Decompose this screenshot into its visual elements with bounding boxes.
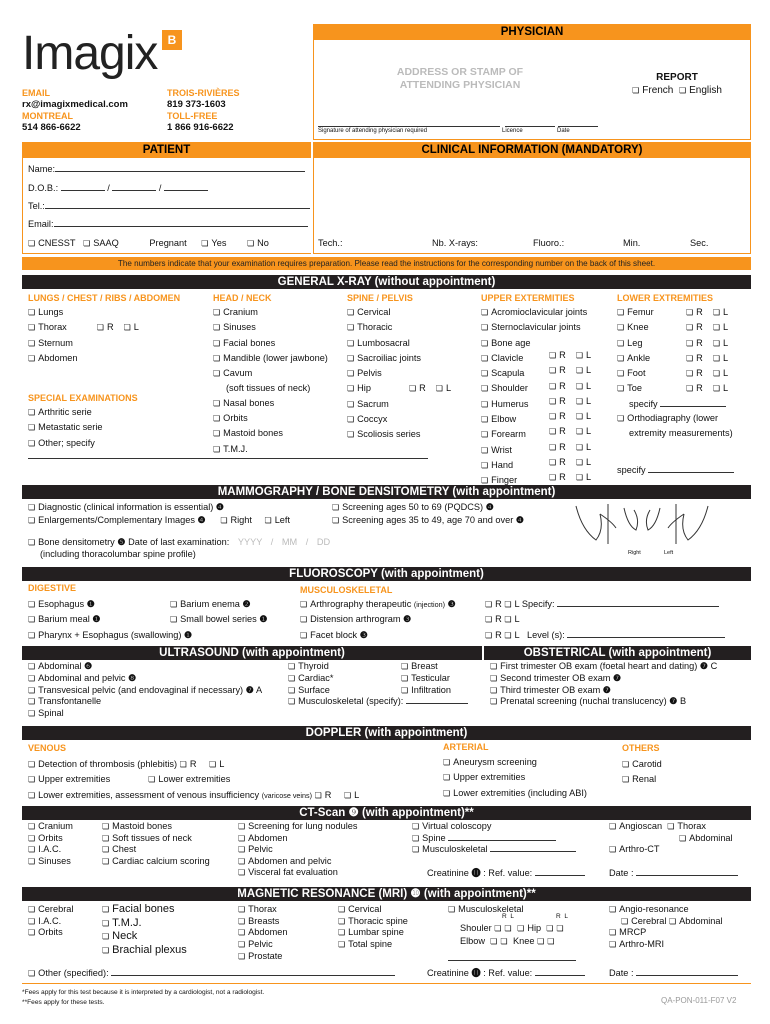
us-transvesical-checkbox[interactable]: ❏ Transvesical pelvic (and endovaginal if necessary) — [28, 685, 243, 695]
shoulder-checkbox[interactable]: ❏ Shoulder — [481, 381, 587, 396]
facial-bones-checkbox[interactable]: ❏ Facial bones — [213, 336, 328, 351]
scapula-r[interactable]: ❏ R — [549, 365, 566, 375]
foot-r[interactable]: ❏ R — [686, 368, 703, 378]
general-xray-header: GENERAL X-RAY (without appointment) — [22, 275, 751, 289]
lower-specify-2[interactable]: specify — [617, 463, 734, 477]
ct-angio-abdominal-checkbox[interactable]: ❏ Abdominal — [679, 833, 733, 843]
name-field[interactable]: Name: — [28, 162, 305, 176]
ob-second-checkbox[interactable]: ❏ Second trimester OB exam — [490, 673, 610, 683]
tech-label: Tech.: — [318, 238, 343, 248]
humerus-l[interactable]: ❏ L — [576, 396, 591, 406]
mammo-diag: ❏ Diagnostic (clinical information is essential) ❹ — [28, 500, 224, 515]
lower-rl-columns — [686, 305, 728, 397]
carotid-checkbox[interactable]: ❏ Carotid — [622, 757, 662, 772]
aneurysm-checkbox[interactable]: ❏ Aneurysm screening — [443, 755, 587, 770]
tel-field[interactable]: Tel.: — [28, 199, 310, 213]
pelvis-checkbox[interactable]: ❏ Pelvis — [347, 366, 451, 381]
fluoro-header: FLUOROSCOPY (with appointment) — [22, 567, 751, 581]
form-code: QA-PON-011-F07 V2 — [661, 996, 737, 1005]
cavum-checkbox[interactable]: ❏ Cavum — [213, 366, 328, 381]
mri-breasts-checkbox[interactable]: ❏ Breasts — [238, 916, 288, 928]
sternum-checkbox[interactable]: ❏ Sternum — [28, 336, 139, 351]
shoulder-r[interactable]: ❏ R — [549, 381, 566, 391]
pregnant-label: Pregnant — [149, 238, 187, 248]
lower-extremities-header: LOWER EXTREMITIES — [617, 293, 714, 303]
breast-diagram[interactable] — [572, 500, 712, 552]
cranium-checkbox[interactable]: ❏ Cranium — [213, 305, 328, 320]
arterial-list — [443, 755, 587, 801]
date-line[interactable] — [558, 126, 598, 127]
wrist-checkbox[interactable]: ❏ Wrist — [481, 443, 587, 458]
scapula-l[interactable]: ❏ L — [576, 365, 591, 375]
mri-angio-cerebral-checkbox[interactable]: ❏ Cerebral — [621, 916, 666, 926]
mri-tmj-checkbox[interactable]: ❏ T.M.J. — [102, 917, 187, 931]
mammo-header: MAMMOGRAPHY / BONE DENSITOMETRY (with appointment) — [22, 485, 751, 499]
stamp-placeholder: ADDRESS OR STAMP OF ATTENDING PHYSICIAN — [396, 66, 524, 91]
forearm-r[interactable]: ❏ R — [549, 426, 566, 436]
forearm-l[interactable]: ❏ L — [576, 426, 591, 436]
mri-arthro-checkbox[interactable]: ❏ Arthro-MRI — [609, 939, 723, 951]
ct-col5 — [609, 821, 733, 856]
bone-age-checkbox[interactable]: ❏ Bone age — [481, 336, 587, 351]
signature-label: Signature of attending physician required — [318, 128, 428, 134]
mm-field[interactable]: MM — [281, 537, 298, 547]
thorax-checkbox[interactable]: ❏ Thorax — [28, 322, 67, 332]
insufficiency-r[interactable]: ❏ R — [315, 790, 332, 800]
bone-densitometry-checkbox[interactable]: ❏ Bone densitometry — [28, 537, 115, 547]
ob-first-checkbox[interactable]: ❏ First trimester OB exam (foetal heart and dating) — [490, 661, 697, 671]
small-bowel-checkbox[interactable]: ❏ Small bowel series — [170, 614, 257, 624]
ct-mastoid-checkbox[interactable]: ❏ Mastoid bones — [102, 821, 210, 833]
arterial-upper-checkbox[interactable]: ❏ Upper extremities — [443, 770, 587, 785]
toe-l[interactable]: ❏ L — [713, 383, 728, 393]
ankle-r[interactable]: ❏ R — [686, 353, 703, 363]
ankle-checkbox[interactable]: ❏ Ankle — [617, 351, 733, 366]
patient-header: PATIENT — [22, 142, 311, 158]
us-cardiac-checkbox[interactable]: ❏ Cardiac* — [288, 673, 468, 685]
ct-angioscan-checkbox[interactable]: ❏ Angioscan — [609, 821, 662, 831]
logo-text: Imagix — [22, 27, 158, 80]
cavum-note: (soft tissues of neck) — [226, 383, 311, 394]
venous-list: ❏ Detection of thrombosis (phlebitis) ❏ R ❏ L ❏ Upper extremities❏ Lower extremities ❏ Lower extremities, assessment of venous insufficiency (varicose veins) ❏ R ❏ L — [28, 757, 359, 803]
mri-thorax-checkbox[interactable]: ❏ Thorax — [238, 904, 288, 916]
us-infiltration-checkbox[interactable]: ❏ Infiltration — [401, 685, 451, 697]
mammo-screen2: ❏ Screening ages 35 to 49, age 70 and over ❹ — [332, 513, 524, 528]
ct-creatinine[interactable]: Creatinine ⓫ : Ref. value: — [427, 866, 585, 880]
mri-cerebral-checkbox[interactable]: ❏ Cerebral — [28, 904, 73, 916]
orbits-checkbox[interactable]: ❏ Orbits — [213, 411, 328, 426]
brand-logo — [22, 26, 177, 81]
venous-lower-checkbox[interactable]: ❏ Lower extremities — [148, 774, 230, 784]
ct-angio-thorax-checkbox[interactable]: ❏ Thorax — [667, 821, 706, 831]
arthro-l[interactable]: ❏ L — [504, 599, 519, 609]
mammo-enlarge: ❏ Enlargements/Complementary Images ❹ ❏ Right ❏ Left — [28, 513, 290, 528]
finger-l[interactable]: ❏ L — [576, 472, 591, 482]
barium-meal-checkbox[interactable]: ❏ Barium meal — [28, 614, 90, 624]
footnote-2: **Fees apply for these tests. — [22, 999, 105, 1006]
humerus-checkbox[interactable]: ❏ Humerus — [481, 397, 587, 412]
elbow-l[interactable]: ❏ L — [576, 411, 591, 421]
us-abd-pelvic-checkbox[interactable]: ❏ Abdominal and pelvic — [28, 673, 126, 683]
lungs-list — [28, 305, 139, 366]
mri-neck-checkbox[interactable]: ❏ Neck — [102, 930, 187, 944]
arthrography-checkbox[interactable]: ❏ Arthrography therapeutic — [300, 599, 411, 609]
metastatic-serie-checkbox[interactable]: ❏ Metastatic serie — [28, 420, 103, 435]
ankle-l[interactable]: ❏ L — [713, 353, 728, 363]
elbow-checkbox[interactable]: ❏ Elbow — [481, 412, 587, 427]
mri-pelvic-checkbox[interactable]: ❏ Pelvic — [238, 939, 288, 951]
facet-block-checkbox[interactable]: ❏ Facet block — [300, 630, 357, 640]
mri-rl-top: R L — [502, 913, 514, 920]
ct-chest-checkbox[interactable]: ❏ Chest — [102, 844, 210, 856]
email-field[interactable]: Email: — [28, 217, 308, 231]
facet-r[interactable]: ❏ R — [485, 630, 502, 640]
ct-col4 — [412, 821, 576, 856]
mri-date[interactable]: Date : — [609, 966, 738, 980]
sacrum-checkbox[interactable]: ❏ Sacrum — [347, 397, 451, 412]
ct-msk-checkbox[interactable]: ❏ Musculoskeletal — [412, 844, 488, 854]
ct-visceral-fat-checkbox[interactable]: ❏ Visceral fat evaluation — [238, 867, 357, 879]
footnote-1: *Fees apply for this test because it is interpreted by a cardiologist, not a radiologist. — [22, 989, 265, 996]
mri-prostate-checkbox[interactable]: ❏ Prostate — [238, 951, 288, 963]
diagnostic-checkbox[interactable]: ❏ Diagnostic (clinical information is essential) — [28, 502, 213, 512]
hip-checkbox[interactable]: ❏ Hip — [347, 383, 371, 393]
renal-checkbox[interactable]: ❏ Renal — [622, 772, 662, 787]
screening-50-69-checkbox[interactable]: ❏ Screening ages 50 to 69 (PQDCS) — [332, 502, 483, 512]
scapula-checkbox[interactable]: ❏ Scapula — [481, 366, 587, 381]
fluoro-label: Fluoro.: — [533, 238, 565, 248]
digestive-header: DIGESTIVE — [28, 583, 77, 593]
leg-l[interactable]: ❏ L — [713, 338, 728, 348]
wrist-l[interactable]: ❏ L — [576, 442, 591, 452]
mri-shoulder-l[interactable] — [504, 923, 514, 933]
fluoro-rl-columns: ❏ R ❏ L Specify: ❏ R ❏ L ❏ R ❏ L Level (s): — [485, 597, 725, 643]
saaq-checkbox[interactable]: ❏ SAAQ — [83, 238, 119, 248]
logo-badge: B — [162, 30, 182, 50]
other-specify-line[interactable] — [28, 458, 428, 459]
ob-third-checkbox[interactable]: ❏ Third trimester OB exam — [490, 685, 600, 695]
spine-pelvis-list — [347, 305, 451, 443]
toe-r[interactable]: ❏ R — [686, 383, 703, 393]
leg-r[interactable]: ❏ R — [686, 338, 703, 348]
nb-xrays-label: Nb. X-rays: — [432, 238, 478, 248]
licence-label: Licence — [502, 128, 523, 134]
acromioclavicular-checkbox[interactable]: ❏ Acromioclavicular joints — [481, 305, 587, 320]
femur-r[interactable]: ❏ R — [686, 307, 703, 317]
head-neck-header: HEAD / NECK — [213, 293, 272, 303]
mri-creatinine[interactable]: Creatinine ⓫ : Ref. value: — [427, 966, 585, 980]
mri-iac-checkbox[interactable]: ❏ I.A.C. — [28, 916, 73, 928]
distension-r[interactable]: ❏ R — [485, 614, 502, 624]
ct-pelvic-checkbox[interactable]: ❏ Pelvic — [238, 844, 357, 856]
report-english-checkbox[interactable]: ❏ English — [679, 85, 722, 96]
humerus-r[interactable]: ❏ R — [549, 396, 566, 406]
ct-col1 — [28, 821, 73, 867]
mammo-right-checkbox[interactable]: ❏ Right — [220, 515, 252, 525]
mri-elbow-r[interactable] — [490, 936, 500, 946]
spine-pelvis-header: SPINE / PELVIS — [347, 293, 413, 303]
dvt-r[interactable]: ❏ R — [180, 759, 197, 769]
mri-col1 — [28, 904, 73, 939]
preparation-notice: The numbers indicate that your examination requires preparation. Please read the instructions for the corresponding number on the back of this sheet. — [22, 257, 751, 270]
toe-checkbox[interactable]: ❏ Toe — [617, 381, 733, 396]
arthritic-serie-checkbox[interactable]: ❏ Arthritic serie — [28, 405, 103, 420]
thoracic-checkbox[interactable]: ❏ Thoracic — [347, 320, 451, 335]
mri-abdomen-checkbox[interactable]: ❏ Abdomen — [238, 927, 288, 939]
ultrasound-col1: ❏ Abdominal ❻ ❏ Abdominal and pelvic ❽ ❏ Transvesical pelvic (and endovaginal if necessary) ❼ A ❏ Transfontanelle ❏ Spinal — [28, 661, 262, 720]
ct-col3 — [238, 821, 357, 879]
thorax-l-checkbox[interactable]: ❏ L — [124, 322, 139, 332]
sacroiliac-checkbox[interactable]: ❏ Sacroiliac joints — [347, 351, 451, 366]
licence-line[interactable] — [505, 126, 555, 127]
diagram-right-label: Right — [628, 550, 641, 556]
patient-flags — [28, 236, 269, 251]
mri-knee-l[interactable] — [547, 936, 557, 946]
insufficiency-l[interactable]: ❏ L — [344, 790, 359, 800]
ct-sinuses-checkbox[interactable]: ❏ Sinuses — [28, 856, 73, 868]
venous-insufficiency-checkbox[interactable]: ❏ Lower extremities, assessment of venous insufficiency — [28, 790, 259, 800]
knee-r[interactable]: ❏ R — [686, 322, 703, 332]
mri-angio-checkbox[interactable]: ❏ Angio-resonance — [609, 904, 723, 916]
us-msk-checkbox[interactable]: ❏ Musculoskeletal (specify): — [288, 696, 403, 706]
knee-l[interactable]: ❏ L — [713, 322, 728, 332]
mri-knee-r[interactable] — [537, 936, 547, 946]
mammo-left-checkbox[interactable]: ❏ Left — [265, 515, 291, 525]
mri-hip-l[interactable] — [556, 923, 566, 933]
screening-35-49-checkbox[interactable]: ❏ Screening ages 35 to 49, age 70 and over — [332, 515, 513, 525]
mri-col2 — [102, 903, 187, 957]
special-exams-list — [28, 405, 103, 451]
msk-list: ❏ Arthrography therapeutic (injection) ❸ ❏ Distension arthrogram ❸ ❏ Facet block ❸ — [300, 597, 456, 643]
leg-checkbox[interactable]: ❏ Leg — [617, 336, 733, 351]
lower-specify-label: specify — [629, 398, 658, 409]
report-language — [612, 71, 742, 97]
ct-virtual-coloscopy-checkbox[interactable]: ❏ Virtual coloscopy — [412, 821, 576, 833]
arterial-header: ARTERIAL — [443, 742, 489, 752]
ob-prenatal-checkbox[interactable]: ❏ Prenatal screening (nuchal translucency) — [490, 696, 667, 706]
pregnant-no-checkbox[interactable]: ❏ No — [247, 238, 269, 248]
contact-email: EMAIL rx@imagixmedical.com — [22, 88, 128, 110]
thorax-r-checkbox[interactable]: ❏ R — [97, 322, 114, 332]
sinuses-checkbox[interactable]: ❏ Sinuses — [213, 320, 328, 335]
arthro-r[interactable]: ❏ R — [485, 599, 502, 609]
us-breast-checkbox[interactable]: ❏ Breast — [401, 661, 451, 673]
mri-total-spine-checkbox[interactable]: ❏ Total spine — [338, 939, 408, 951]
mri-other-checkbox[interactable]: ❏ Other (specified): — [28, 968, 109, 978]
sternoclavicular-checkbox[interactable]: ❏ Sternoclavicular joints — [481, 320, 587, 335]
last-exam-label: Date of last examination: — [128, 537, 230, 547]
us-abdominal-checkbox[interactable]: ❏ Abdominal — [28, 661, 82, 671]
venous-upper-checkbox[interactable]: ❏ Upper extremities — [28, 774, 110, 784]
femur-checkbox[interactable]: ❏ Femur — [617, 305, 733, 320]
contact-toll-free: TOLL-FREE 1 866 916-6622 — [167, 111, 234, 133]
ultrasound-col3 — [401, 661, 451, 696]
lumbosacral-checkbox[interactable]: ❏ Lumbosacral — [347, 336, 451, 351]
obstetrical-header: OBSTETRICAL (with appointment) — [484, 646, 751, 660]
foot-l[interactable]: ❏ L — [713, 368, 728, 378]
lungs-header: LUNGS / CHEST / RIBS / ABDOMEN — [28, 293, 181, 303]
min-label: Min. — [623, 238, 641, 248]
mri-col4 — [338, 904, 408, 951]
pregnant-yes-checkbox[interactable]: ❏ Yes — [201, 238, 226, 248]
dob-field[interactable]: D.O.B.: / / — [28, 181, 208, 195]
hand-r[interactable]: ❏ R — [549, 457, 566, 467]
other-specify-checkbox[interactable]: ❏ Other; specify — [28, 436, 103, 451]
yyyy-field[interactable]: YYYY — [237, 537, 263, 547]
ct-arthro-checkbox[interactable]: ❏ Arthro-CT — [609, 844, 733, 856]
pharynx-esophagus-checkbox[interactable]: ❏ Pharynx + Esophagus (swallowing) — [28, 630, 181, 640]
mri-header: MAGNETIC RESONANCE (MRI) ❿ (with appointment)** — [22, 887, 751, 901]
facet-l[interactable]: ❏ L — [504, 630, 519, 640]
head-neck-list — [213, 305, 328, 457]
femur-l[interactable]: ❏ L — [713, 307, 728, 317]
bone-densitometry-row: ❏ Bone densitometry ❺ Date of last examination: YYYY / MM / DD — [28, 535, 330, 550]
us-surface-checkbox[interactable]: ❏ Surface — [288, 685, 468, 697]
ct-date[interactable]: Date : — [609, 866, 738, 880]
enlargements-checkbox[interactable]: ❏ Enlargements/Complementary Images — [28, 515, 195, 525]
wrist-r[interactable]: ❏ R — [549, 442, 566, 452]
venous-header: VENOUS — [28, 743, 67, 753]
mri-shoulder-r[interactable] — [494, 923, 504, 933]
hip-l-checkbox[interactable]: ❏ L — [436, 383, 451, 393]
upper-extremities-header: UPPER EXTERMITIES — [481, 293, 575, 303]
ct-cranium-checkbox[interactable]: ❏ Cranium — [28, 821, 73, 833]
mri-angio-abdominal-checkbox[interactable]: ❏ Abdominal — [669, 916, 723, 926]
distension-l[interactable]: ❏ L — [504, 614, 519, 624]
mri-hip-checkbox[interactable]: ❏ Hip — [517, 923, 541, 933]
center-outlines — [624, 508, 660, 530]
barium-enema-checkbox[interactable]: ❏ Barium enema — [170, 599, 240, 609]
mri-brachial-checkbox[interactable]: ❏ Brachial plexus — [102, 944, 187, 958]
physician-header: PHYSICIAN — [313, 24, 751, 40]
others-list — [622, 757, 662, 788]
hand-l[interactable]: ❏ L — [576, 457, 591, 467]
upper-rl-columns — [549, 348, 591, 486]
dd-field[interactable]: DD — [316, 537, 331, 547]
report-label: REPORT — [656, 72, 698, 83]
mri-msk-checkbox[interactable]: ❏ Musculoskeletal — [448, 904, 524, 916]
left-breast-outline — [668, 504, 708, 544]
cervical-checkbox[interactable]: ❏ Cervical — [347, 305, 451, 320]
cnesst-checkbox[interactable]: ❏ CNESST — [28, 238, 75, 248]
clavicle-l[interactable]: ❏ L — [576, 350, 591, 360]
mammo-screen1: ❏ Screening ages 50 to 69 (PQDCS) ❹ — [332, 500, 494, 515]
mri-lumbar-checkbox[interactable]: ❏ Lumbar spine — [338, 927, 408, 939]
mri-thoracic-checkbox[interactable]: ❏ Thoracic spine — [338, 916, 408, 928]
ct-abd-pelvic-checkbox[interactable]: ❏ Abdomen and pelvic — [238, 856, 357, 868]
obstetrical-list: ❏ First trimester OB exam (foetal heart and dating) ❼ C ❏ Second trimester OB exam ❼ ❏ Third trimester OB exam ❼ ❏ Prenatal screening (nuchal translucency) ❼ B — [490, 661, 717, 708]
digestive-list-b: ❏ Barium enema ❷ ❏ Small bowel series ❶ — [170, 597, 268, 628]
digestive-list: ❏ Esophagus ❶ ❏ Barium meal ❶ ❏ Pharynx + Esophagus (swallowing) ❶ — [28, 597, 192, 643]
shoulder-l[interactable]: ❏ L — [576, 381, 591, 391]
finger-checkbox[interactable]: ❏ Finger — [481, 473, 587, 488]
ct-orbits-checkbox[interactable]: ❏ Orbits — [28, 833, 73, 845]
us-thyroid-checkbox[interactable]: ❏ Thyroid — [288, 661, 468, 673]
ct-col2 — [102, 821, 210, 867]
ct-abdomen-checkbox[interactable]: ❏ Abdomen — [238, 833, 357, 845]
mri-cervical-checkbox[interactable]: ❏ Cervical — [338, 904, 408, 916]
mri-mrcp-checkbox[interactable]: ❏ MRCP — [609, 927, 723, 939]
nasal-bones-checkbox[interactable]: ❏ Nasal bones — [213, 396, 328, 411]
forearm-checkbox[interactable]: ❏ Forearm — [481, 427, 587, 442]
sec-label: Sec. — [690, 238, 709, 248]
hand-checkbox[interactable]: ❏ Hand — [481, 458, 587, 473]
clavicle-checkbox[interactable]: ❏ Clavicle — [481, 351, 587, 366]
clinical-box[interactable] — [313, 158, 751, 254]
report-french-checkbox[interactable]: ❏ French — [632, 85, 673, 96]
dvt-checkbox[interactable]: ❏ Detection of thrombosis (phlebitis) — [28, 759, 177, 769]
right-breast-outline — [576, 504, 616, 544]
distension-checkbox[interactable]: ❏ Distension arthrogram — [300, 614, 401, 624]
spine-profile-note: (including thoracolumbar spine profile) — [40, 549, 196, 559]
mastoid-bones-checkbox[interactable]: ❏ Mastoid bones — [213, 426, 328, 441]
mri-facial-bones-checkbox[interactable]: ❏ Facial bones — [102, 903, 187, 917]
mri-elbow-l[interactable] — [500, 936, 510, 946]
ct-iac-checkbox[interactable]: ❏ I.A.C. — [28, 844, 73, 856]
mri-joints: Shouler ❏ ❏ ❏ Hip ❏ ❏ Elbow ❏ ❏ Knee ❏ ❏ — [460, 922, 567, 948]
ct-soft-tissues-checkbox[interactable]: ❏ Soft tissues of neck — [102, 833, 210, 845]
orthodiagraphy-checkbox[interactable]: ❏ Orthodiagraphy (lower — [617, 411, 733, 426]
hip-r-checkbox[interactable]: ❏ R — [409, 383, 426, 393]
esophagus-checkbox[interactable]: ❏ Esophagus — [28, 599, 84, 609]
dvt-l[interactable]: ❏ L — [209, 759, 224, 769]
footer-rule — [22, 983, 751, 984]
finger-r[interactable]: ❏ R — [549, 472, 566, 482]
msk-header: MUSCULOSKELETAL — [300, 585, 393, 595]
others-header: OTHERS — [622, 743, 660, 753]
elbow-r[interactable]: ❏ R — [549, 411, 566, 421]
knee-checkbox[interactable]: ❏ Knee — [617, 320, 733, 335]
mri-orbits-checkbox[interactable]: ❏ Orbits — [28, 927, 73, 939]
us-spinal-checkbox[interactable]: ❏ Spinal — [28, 708, 262, 720]
orthodiagraphy-note: extremity measurements) — [629, 428, 733, 439]
us-transfontanelle-checkbox[interactable]: ❏ Transfontanelle — [28, 696, 262, 708]
us-testicular-checkbox[interactable]: ❏ Testicular — [401, 673, 451, 685]
arterial-lower-checkbox[interactable]: ❏ Lower extremities (including ABI) — [443, 786, 587, 801]
mri-rl-top-right: R L — [556, 913, 568, 920]
date-label: Date — [557, 128, 570, 134]
mri-hip-r[interactable] — [546, 923, 556, 933]
coccyx-checkbox[interactable]: ❏ Coccyx — [347, 412, 451, 427]
tmj-checkbox[interactable]: ❏ T.M.J. — [213, 442, 328, 457]
mri-col6 — [609, 904, 723, 951]
mri-col3 — [238, 904, 288, 963]
lungs-checkbox[interactable]: ❏ Lungs — [28, 305, 139, 320]
diagram-left-label: Left — [664, 550, 674, 556]
signature-line[interactable] — [318, 126, 500, 127]
mri-other[interactable] — [28, 966, 395, 981]
scoliosis-checkbox[interactable]: ❏ Scoliosis series — [347, 427, 451, 442]
clavicle-r[interactable]: ❏ R — [549, 350, 566, 360]
doppler-header: DOPPLER (with appointment) — [22, 726, 751, 740]
special-exams-header: SPECIAL EXAMINATIONS — [28, 393, 138, 403]
abdomen-checkbox[interactable]: ❏ Abdomen — [28, 351, 139, 366]
ultrasound-header: ULTRASOUND (with appointment) — [22, 646, 482, 660]
contact-trois-rivieres: TROIS-RIVIÈRES 819 373-1603 — [167, 88, 240, 110]
contact-montreal: MONTREAL 514 866-6622 — [22, 111, 81, 133]
mri-msk-line[interactable] — [448, 960, 576, 961]
foot-checkbox[interactable]: ❏ Foot — [617, 366, 733, 381]
ct-header: CT-Scan ❾ (with appointment)** — [22, 806, 751, 820]
clinical-header: CLINICAL INFORMATION (MANDATORY) — [313, 142, 751, 158]
ct-spine-checkbox[interactable]: ❏ Spine — [412, 833, 446, 843]
mandible-checkbox[interactable]: ❏ Mandible (lower jawbone) — [213, 351, 328, 366]
ct-calcium-checkbox[interactable]: ❏ Cardiac calcium scoring — [102, 856, 210, 868]
ct-lung-nodules-checkbox[interactable]: ❏ Screening for lung nodules — [238, 821, 357, 833]
